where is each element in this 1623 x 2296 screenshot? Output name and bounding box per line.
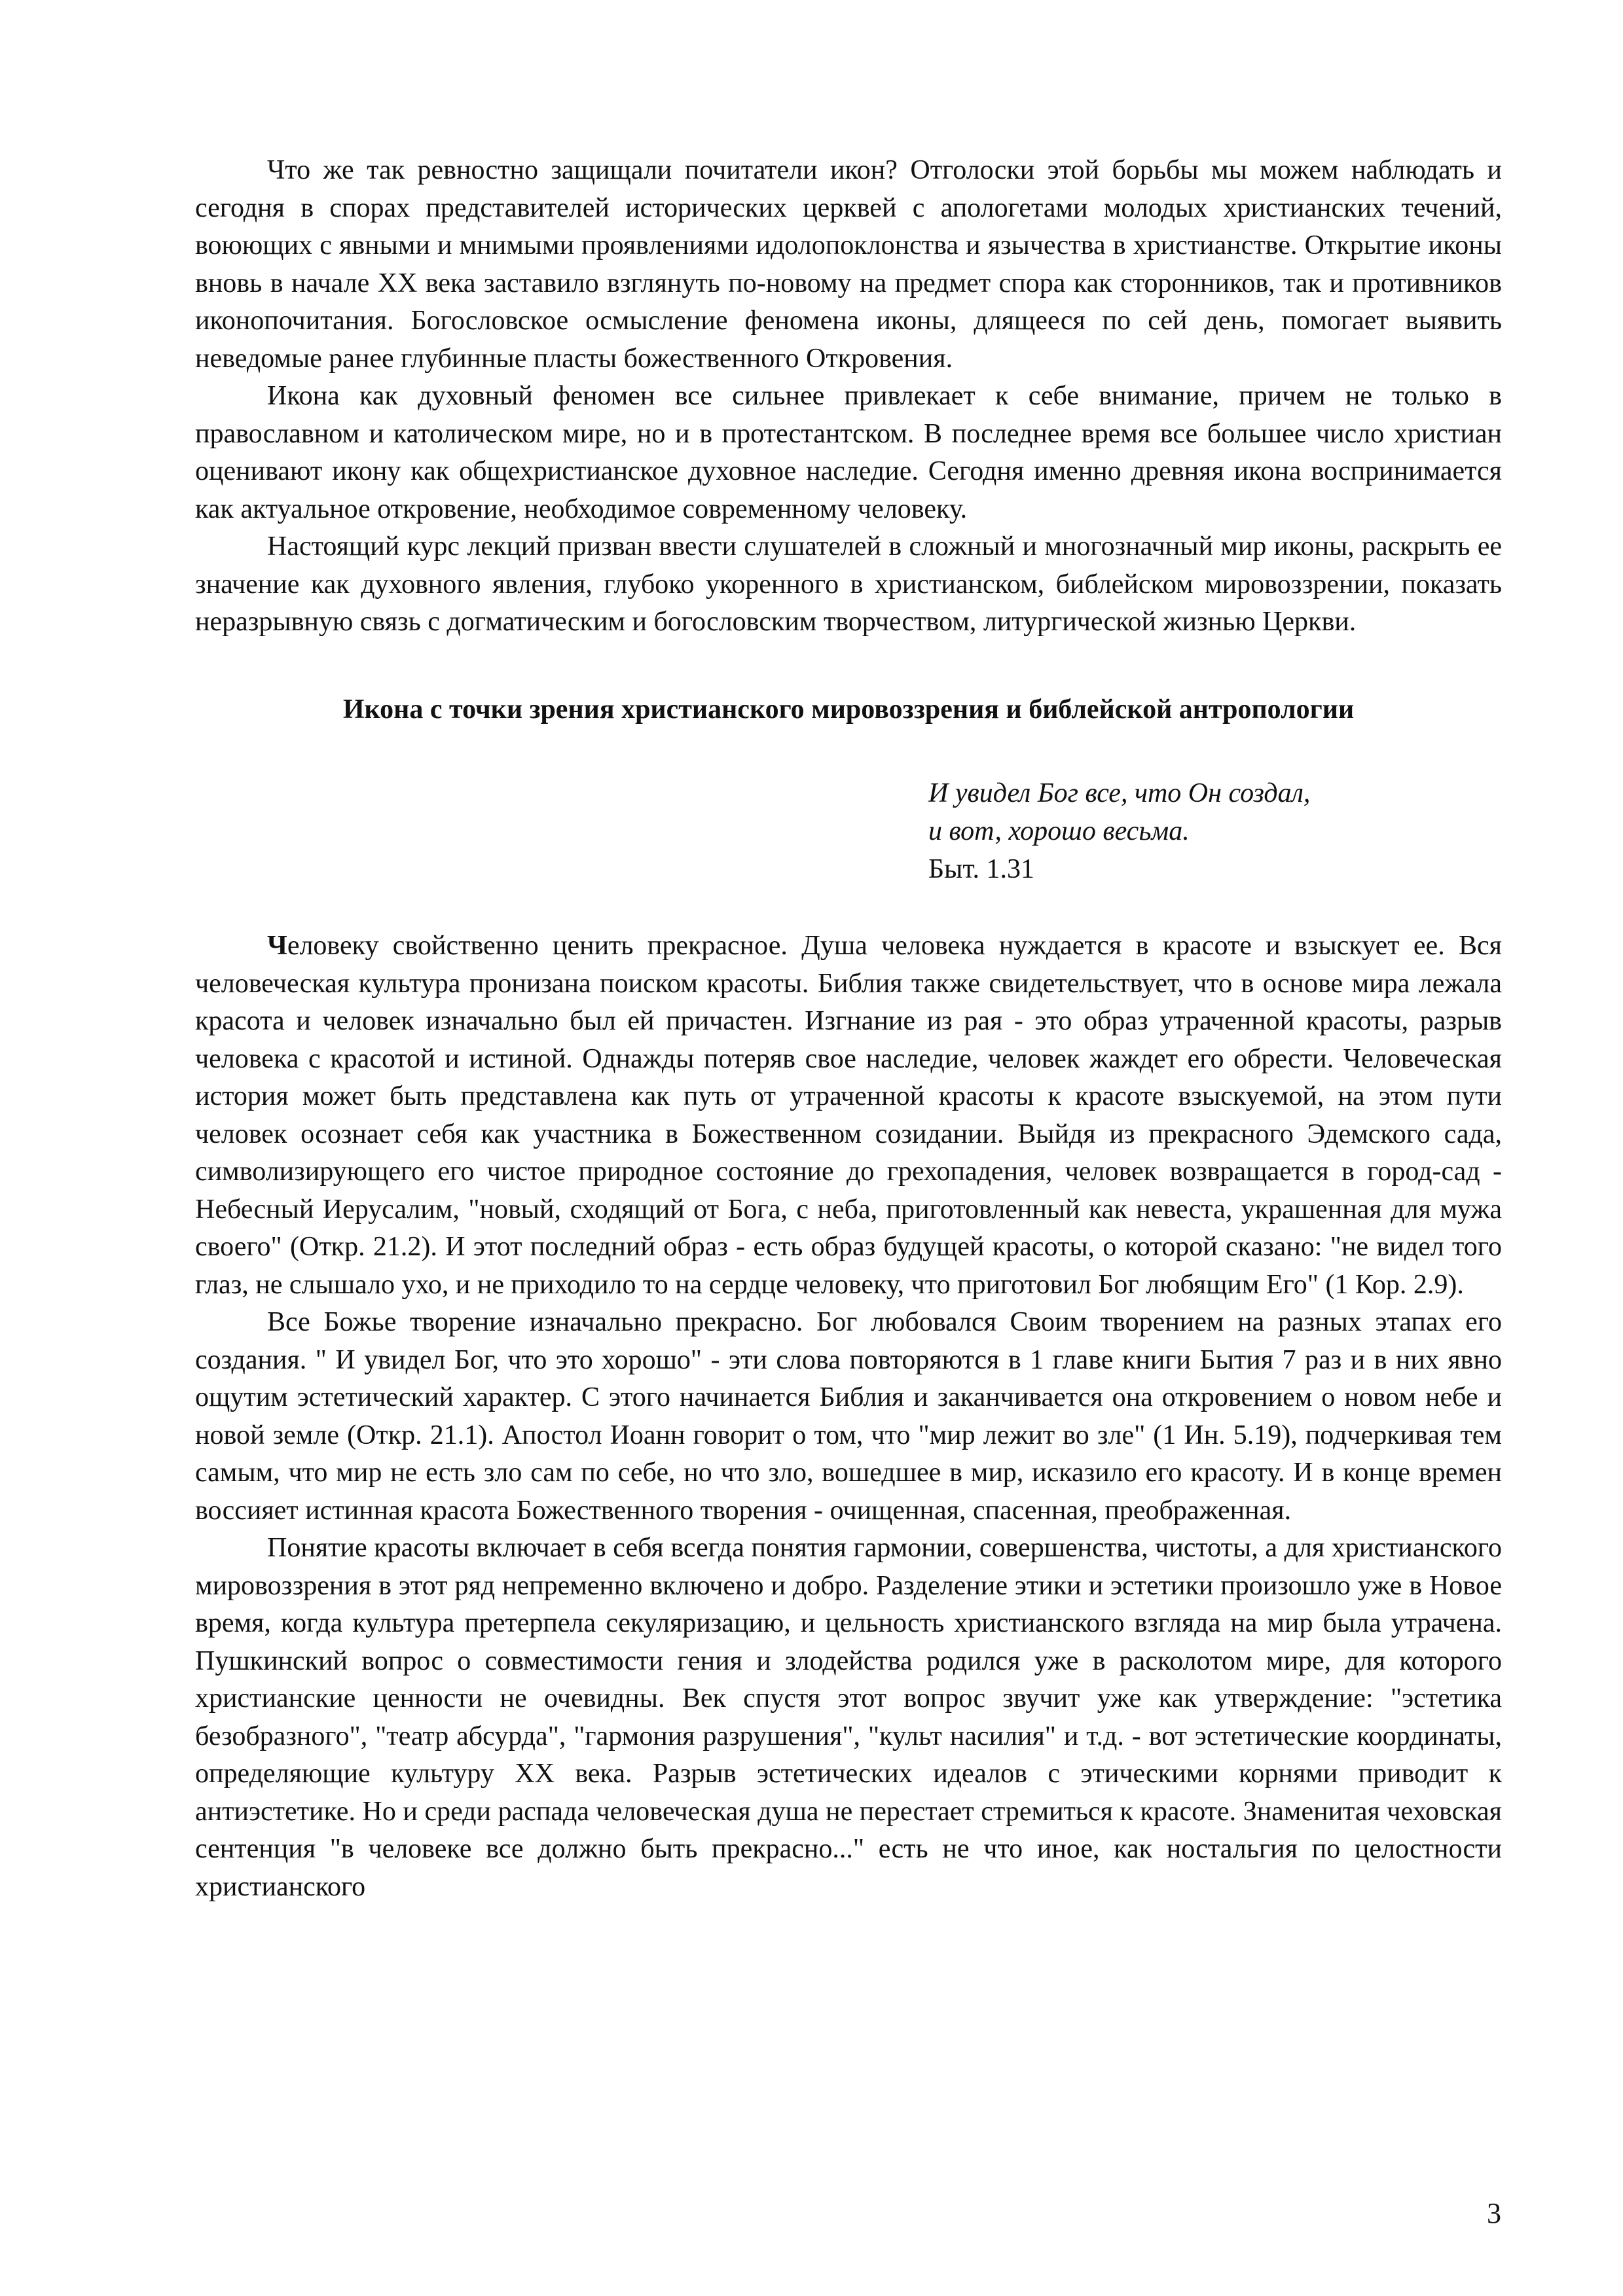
body-paragraph-1 xyxy=(195,927,1502,1304)
document-page xyxy=(195,152,1502,1906)
epigraph-line-1: И увидел Бог все, что Он создал, xyxy=(928,778,1311,808)
page-number: 3 xyxy=(1487,2197,1501,2229)
drop-letter: Ч xyxy=(267,931,287,961)
section-heading: Икона с точки зрения христианского мировоззрения и библейской антропологии xyxy=(342,694,1355,725)
epigraph-reference: Быт. 1.31 xyxy=(928,854,1035,884)
body-paragraph-2: Все Божье творение изначально прекрасно. Бог любовался Своим творением на разных этапах его создания. " И увидел Бог, что это хорошо" - эти слова повторяются в 1 главе книги Бытия 7 раз и в них явно ощутим эстетический характер. С этого начинается Библия и заканчивается она откровением о новом небе и новой земле (Откр. 21.1). Апостол Иоанн говорит о том, что "мир лежит во зле" (1 Ин. 5.19), подчеркивая тем самым, что мир не есть зло сам по себе, но что зло, вошедшее в мир, исказило его красоту. И в конце времен воссияет истинная красота Божественного творения - очищенная, спасенная, преображенная. xyxy=(195,1307,1502,1526)
intro-paragraph-2: Икона как духовный феномен все сильнее привлекает к себе внимание, причем не только в православном и католическом мире, но и в протестантском. В последнее время все большее число христиан оценивают икону как общехристианское духовное наследие. Сегодня именно древняя икона воспринимается как актуальное откровение, необходимое современному человеку. xyxy=(195,381,1502,524)
body-paragraph-1-text: еловеку свойственно ценить прекрасное. Душа человека нуждается в красоте и взыскует ее. Вся человеческая культура пронизана поиском красоты. Библия также свидетельствует, что в основе мира лежала красота и человек изначально был ей причастен. Изгнание из рая - это образ утраченной красоты, разрыв человека с красотой и истиной. Однажды потеряв свое наследие, человек жаждет его обрести. Человеческая история может быть представлена как путь от утраченной красоты к красоте взыскуемой, на этом пути человек осознает себя как участника в Божественном созидании. Выйдя из прекрасного Эдемского сада, символизирующего его чистое природное состояние до грехопадения, человек возвращается в город-сад - Небесный Иерусалим, "новый, сходящий от Бога, с неба, приготовленный как невеста, украшенная для мужа своего" (Откр. 21.2). И этот последний образ - есть образ будущей красоты, о которой сказано: "не видел того глаз, не слышало ухо, и не приходило то на сердце человеку, что приготовил Бог любящим Его" (1 Кор. 2.9). xyxy=(195,931,1502,1300)
intro-paragraph-1: Что же так ревностно защищали почитатели икон? Отголоски этой борьбы мы можем наблюдать и сегодня в спорах представителей исторических церквей с апологетами молодых христианских течений, воюющих с явными и мнимыми проявлениями идолопоклонства и язычества в христианстве. Открытие иконы вновь в начале XX века заставило взглянуть по-новому на предмет спора как сторонников, так и противников иконопочитания. Богословское осмысление феномена иконы, длящееся по сей день, помогает выявить неведомые ранее глубинные пласты божественного Откровения. xyxy=(195,155,1502,374)
body-paragraph-3: Понятие красоты включает в себя всегда понятия гармонии, совершенства, чистоты, а для христианского мировоззрения в этот ряд непременно включено и добро. Разделение этики и эстетики произошло уже в Новое время, когда культура претерпела секуляризацию, и цельность христианского взгляда на мир была утрачена. Пушкинский вопрос о совместимости гения и злодейства родился уже в расколотом мире, для которого христианские ценности не очевидны. Век спустя этот вопрос звучит уже как утверждение: "эстетика безобразного", "театр абсурда", "гармония разрушения", "культ насилия" и т.д. - вот эстетические координаты, определяющие культуру XX века. Разрыв эстетических идеалов с этическими корнями приводит к антиэстетике. Но и среди распада человеческая душа не перестает стремиться к красоте. Знаменитая чеховская сентенция "в человеке все должно быть прекрасно..." есть не что иное, как ностальгия по целостности христианского xyxy=(195,1533,1502,1902)
spacer xyxy=(195,888,1502,927)
epigraph xyxy=(928,774,1502,888)
epigraph-line-2: и вот, хорошо весьма. xyxy=(928,816,1190,846)
intro-paragraph-3: Настоящий курс лекций призван ввести слушателей в сложный и многозначный мир иконы, раскрыть ее значение как духовного явления, глубоко укоренного в христианском, библейском мировоззрении, показать неразрывную связь с догматическим и богословским творчеством, литургической жизнью Церкви. xyxy=(195,531,1502,637)
